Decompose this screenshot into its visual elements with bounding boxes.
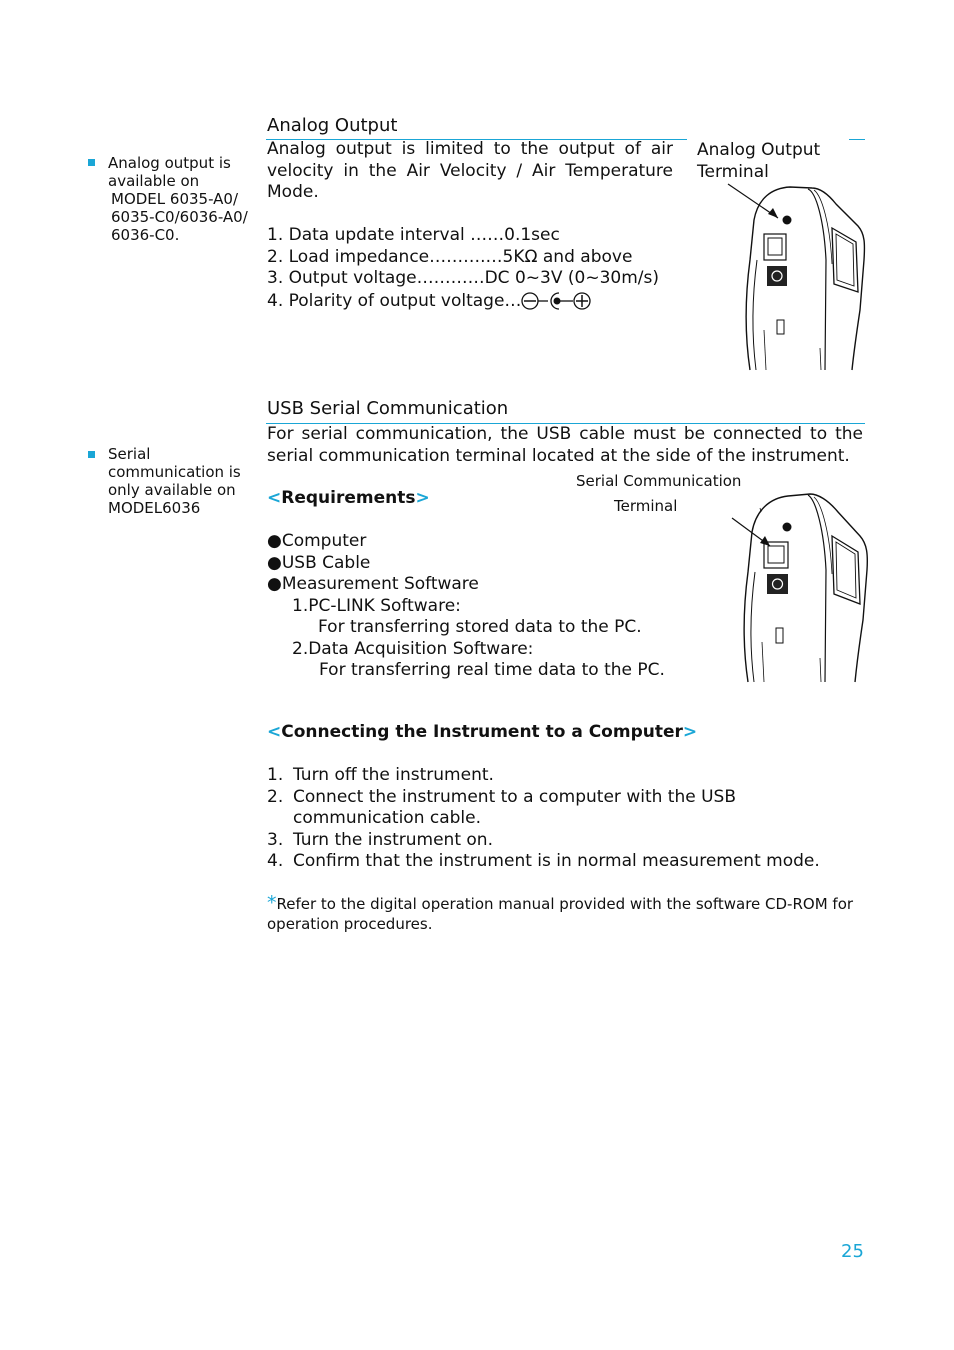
- list-item: ●Computer: [267, 531, 367, 551]
- polarity-symbol-icon: [521, 290, 595, 312]
- note-line: MODEL 6035-A0/: [111, 190, 239, 208]
- step-text: Confirm that the instrument is in normal measurement mode.: [293, 851, 820, 871]
- list-item: ●Measurement Software: [267, 574, 479, 594]
- usb-figure-label-line1: Serial Communication: [576, 472, 742, 490]
- spec-item: 3. Output voltage…………DC 0~3V (0~30m/s): [267, 268, 659, 288]
- step-number: 2.: [267, 786, 284, 807]
- bracket-close: >: [415, 488, 430, 508]
- note-line: 6036-C0.: [111, 226, 180, 244]
- spec-item: 1. Data update interval ……0.1sec: [267, 225, 560, 245]
- instrument-illustration-analog: [720, 180, 870, 372]
- footnote: [267, 893, 867, 934]
- step-number: 3.: [267, 829, 284, 850]
- analog-figure-label: [697, 140, 820, 183]
- software-desc: For transferring real time data to the PC.: [319, 660, 665, 680]
- software-name: 1.PC-LINK Software:: [292, 595, 461, 616]
- spec-item: [267, 290, 697, 313]
- note-bullet-icon: [88, 159, 95, 166]
- note-line: 6035-C0/6036-A0/: [111, 208, 248, 226]
- step-item: [267, 765, 863, 787]
- side-note-analog: [108, 154, 268, 244]
- step-number: 4.: [267, 851, 284, 871]
- note-bullet-icon: [88, 451, 95, 458]
- requirements-heading: [267, 488, 430, 510]
- page-number: 25: [841, 1241, 864, 1262]
- note-line: only available on: [108, 481, 236, 499]
- footnote-text: Refer to the digital operation manual provided with the software CD-ROM for operation procedures.: [267, 895, 854, 933]
- connecting-heading-text: Connecting the Instrument to a Computer: [281, 722, 683, 742]
- spec-item: 2. Load impedance……….…5KΩ and above: [267, 246, 633, 267]
- step-text: Turn off the instrument.: [293, 765, 494, 785]
- figure-label-line: Terminal: [697, 161, 769, 182]
- step-item: [267, 830, 863, 852]
- note-line: Serial: [108, 445, 151, 463]
- usb-intro: For serial communication, the USB cable must be connected to the serial communication terminal located at the side of the instrument.: [267, 424, 863, 466]
- figure-label-line: Analog Output: [697, 140, 821, 160]
- list-item: ●USB Cable: [267, 552, 371, 573]
- connecting-heading: [267, 722, 697, 744]
- footnote-asterisk: *: [267, 892, 277, 914]
- side-note-serial: [108, 445, 258, 517]
- analog-intro: Analog output is limited to the output of air velocity in the Air Velocity / Air Temperature Mode.: [267, 139, 673, 202]
- step-text: Connect the instrument to a computer with the USB communication cable.: [293, 786, 736, 828]
- requirements-heading-text: Requirements: [281, 488, 416, 508]
- spec-item-text: 4. Polarity of output voltage…: [267, 290, 522, 311]
- note-line: MODEL6036: [108, 499, 201, 517]
- usb-figure-label-line2: Terminal: [614, 497, 678, 515]
- bracket-close: >: [682, 722, 698, 742]
- section-rule: [849, 139, 865, 140]
- bracket-open: <: [267, 722, 282, 742]
- instrument-illustration-usb: [722, 488, 872, 684]
- step-number: 1.: [267, 765, 284, 785]
- usb-title: USB Serial Communication: [267, 398, 509, 419]
- step-item: [267, 851, 863, 873]
- analog-output-title: Analog Output: [267, 115, 398, 136]
- requirements-list: [267, 531, 717, 682]
- note-line: Analog output is: [108, 154, 231, 172]
- software-desc: For transferring stored data to the PC.: [318, 617, 642, 637]
- note-line: available on: [108, 172, 200, 190]
- note-line: communication is: [108, 463, 241, 481]
- step-item: [267, 787, 863, 830]
- step-text: Turn the instrument on.: [293, 829, 493, 850]
- bracket-open: <: [267, 488, 282, 508]
- software-name: 2.Data Acquisition Software:: [292, 638, 534, 659]
- connection-steps: [267, 765, 863, 873]
- analog-specs: [267, 225, 697, 312]
